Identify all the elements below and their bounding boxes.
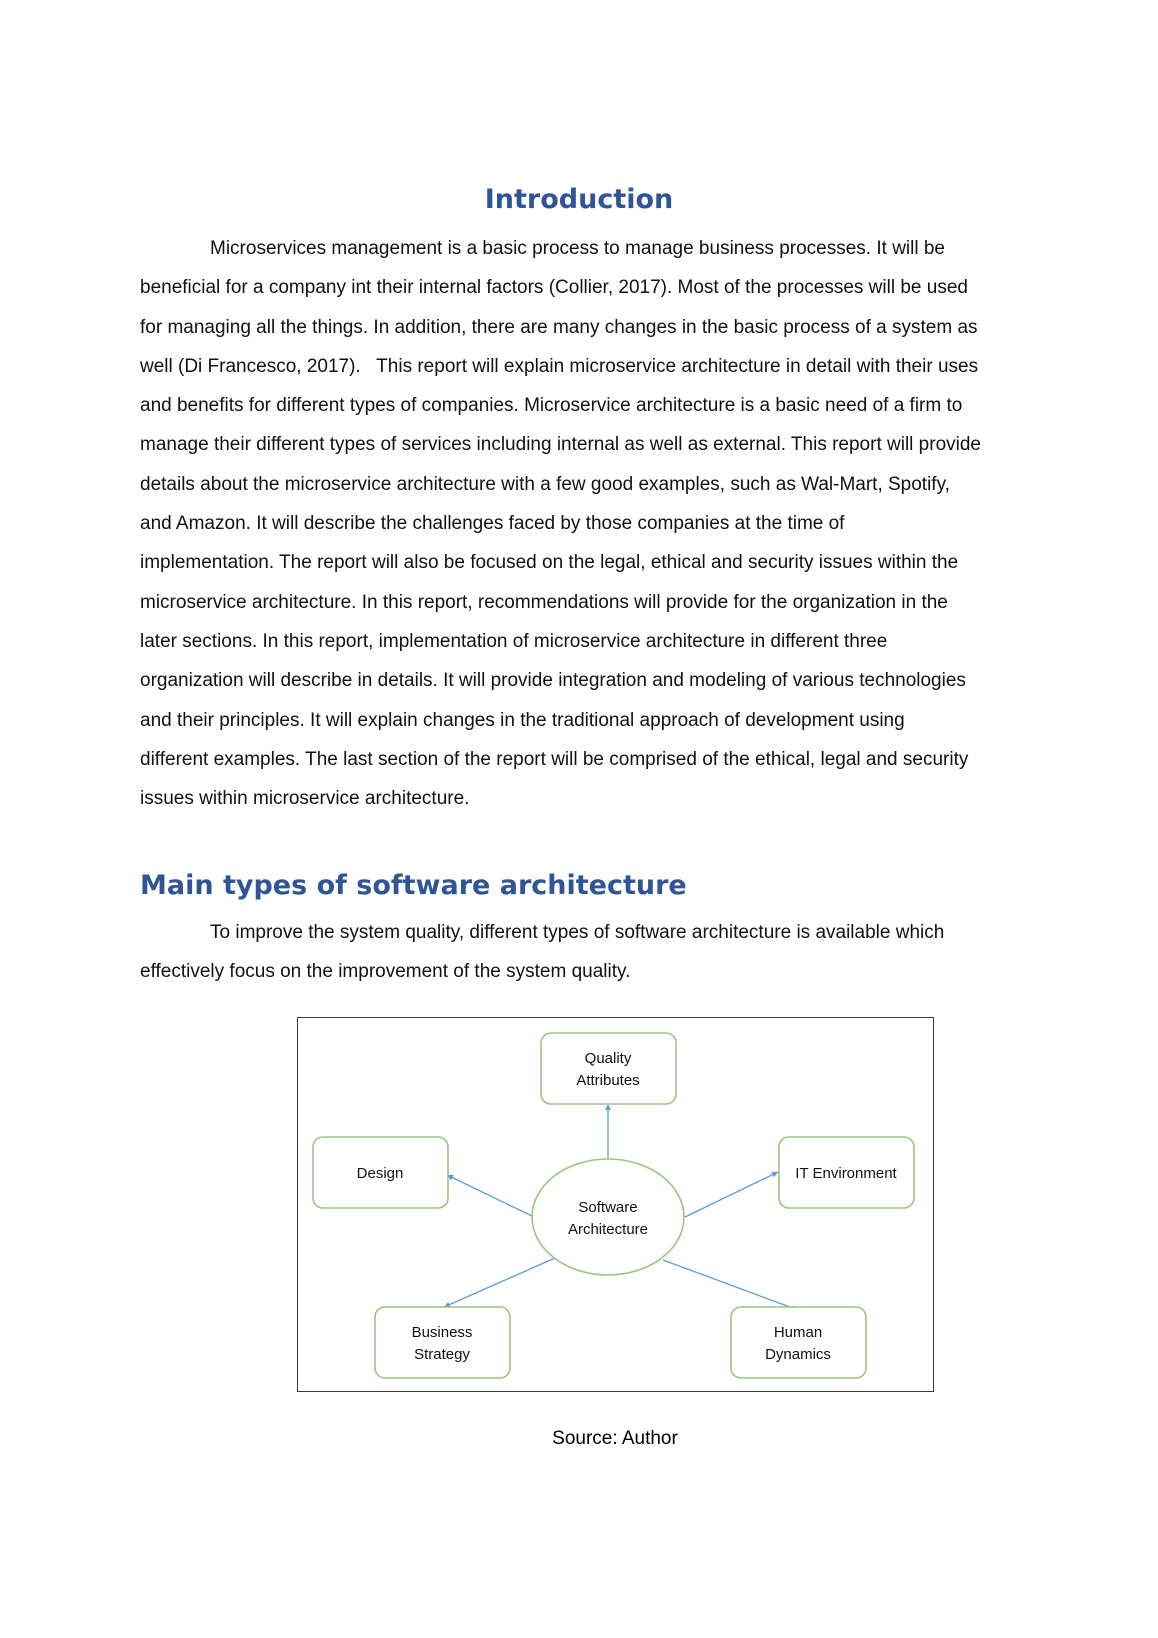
node-human-dynamics bbox=[731, 1307, 866, 1378]
intro-line: issues within microservice architecture. bbox=[140, 788, 470, 810]
types-line: To improve the system quality, different types of software architecture is available which bbox=[210, 922, 945, 943]
intro-line: later sections. In this report, implementation of microservice architecture in different three bbox=[140, 630, 888, 652]
quality-label-line1: Quality bbox=[584, 1050, 632, 1067]
intro-line: and their principles. It will explain changes in the traditional approach of development using bbox=[140, 709, 905, 731]
intro-line: and Amazon. It will describe the challenges faced by those companies at the time of bbox=[140, 513, 845, 535]
architecture-diagram bbox=[297, 1017, 934, 1392]
quality-label-line2: Attributes bbox=[576, 1072, 640, 1089]
node-business-strategy bbox=[375, 1307, 510, 1378]
human-label-line1: Human bbox=[773, 1324, 823, 1341]
intro-line: implementation. The report will also be focused on the legal, ethical and security issues within the bbox=[140, 552, 959, 574]
node-quality-attributes bbox=[541, 1033, 676, 1104]
human-label-line2: Dynamics bbox=[765, 1346, 831, 1363]
intro-line: different examples. The last section of the report will be comprised of the ethical, legal and security bbox=[140, 748, 969, 770]
intro-line: microservice architecture. In this report, recommendations will provide for the organization in the bbox=[140, 591, 948, 613]
intro-line: Microservices management is a basic process to manage business processes. It will be bbox=[210, 238, 945, 259]
intro-line: for managing all the things. In addition, there are many changes in the basic process of a system as bbox=[140, 316, 978, 338]
business-label-line1: Business bbox=[411, 1324, 473, 1341]
figure-caption: Source: Author bbox=[552, 1428, 678, 1449]
types-heading: Main types of software architecture bbox=[140, 870, 687, 901]
intro-line: beneficial for a company int their internal factors (Collier, 2017). Most of the processes will be used bbox=[140, 277, 968, 299]
types-line: effectively focus on the improvement of the system quality. bbox=[140, 961, 631, 983]
center-node bbox=[532, 1159, 684, 1275]
center-label-line1: Software bbox=[578, 1199, 638, 1216]
intro-line: well (Di Francesco, 2017). This report will explain microservice architecture in detail with their uses bbox=[140, 355, 979, 377]
center-label-line2: Architecture bbox=[567, 1221, 649, 1238]
intro-line: manage their different types of services including internal as well as external. This report will provide bbox=[140, 434, 981, 456]
intro-paragraph bbox=[140, 229, 1030, 818]
types-paragraph bbox=[140, 913, 1030, 992]
business-label-line2: Strategy bbox=[414, 1346, 470, 1363]
intro-line: and benefits for different types of companies. Microservice architecture is a basic need of a firm to bbox=[140, 395, 963, 417]
it-environment-label: IT Environment bbox=[795, 1165, 897, 1182]
design-label: Design bbox=[356, 1165, 404, 1182]
intro-line: details about the microservice architecture with a few good examples, such as Wal-Mart, Spotify, bbox=[140, 473, 950, 495]
intro-line: organization will describe in details. It will provide integration and modeling of various technologies bbox=[140, 670, 966, 692]
diagram-svg bbox=[297, 1017, 934, 1392]
intro-heading: Introduction bbox=[484, 184, 674, 215]
